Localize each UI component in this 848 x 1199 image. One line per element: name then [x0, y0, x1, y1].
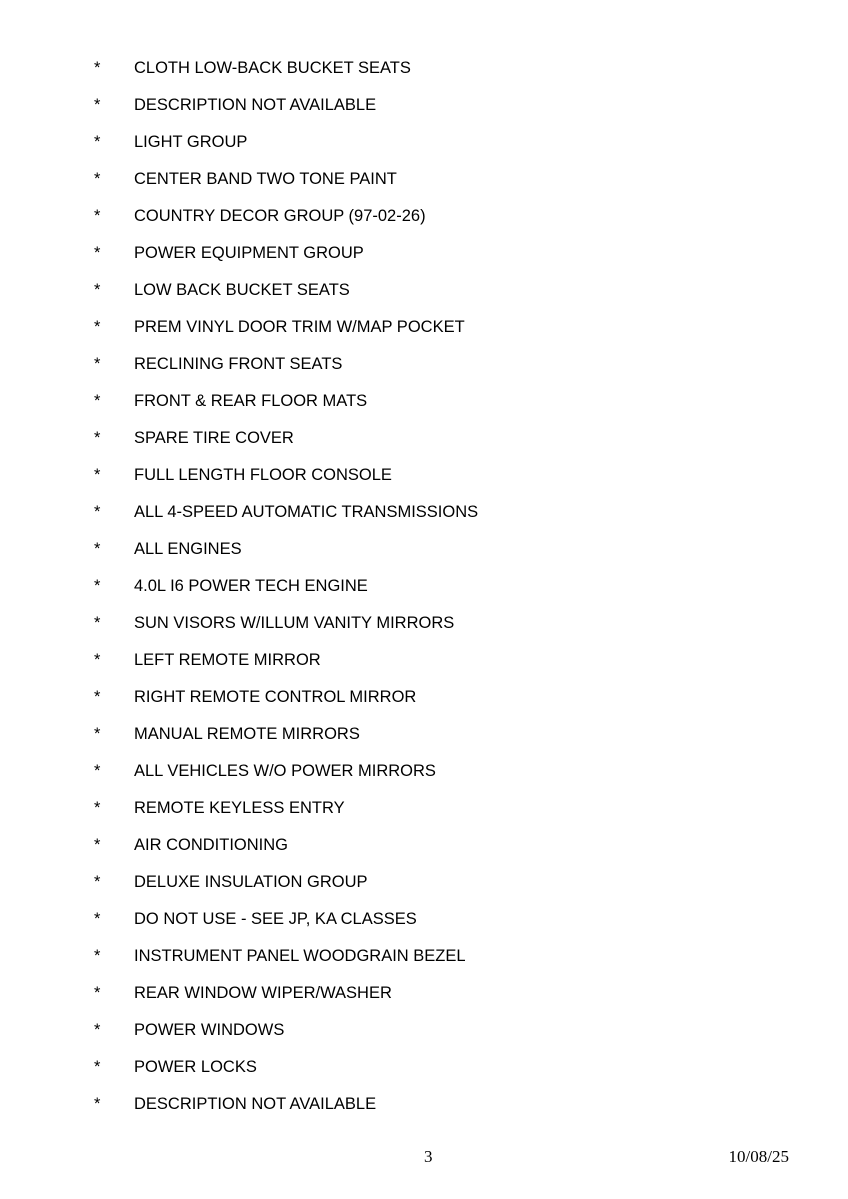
list-item-text: POWER WINDOWS: [134, 1021, 285, 1039]
bullet-marker: *: [94, 540, 101, 558]
list-item: [0, 981, 848, 1018]
list-item: [0, 352, 848, 389]
list-item: [0, 1092, 848, 1129]
list-item: [0, 463, 848, 500]
bullet-marker: *: [94, 133, 101, 151]
list-item: [0, 537, 848, 574]
bullet-marker: *: [94, 59, 101, 77]
bullet-marker: *: [94, 318, 101, 336]
list-item: [0, 500, 848, 537]
list-item: [0, 796, 848, 833]
list-item-text: SPARE TIRE COVER: [134, 429, 294, 447]
list-item: [0, 241, 848, 278]
list-item: [0, 1055, 848, 1092]
list-item-text: LOW BACK BUCKET SEATS: [134, 281, 350, 299]
list-item: [0, 56, 848, 93]
bullet-marker: *: [94, 688, 101, 706]
bullet-marker: *: [94, 614, 101, 632]
bullet-marker: *: [94, 725, 101, 743]
bullet-marker: *: [94, 281, 101, 299]
list-item-text: ALL VEHICLES W/O POWER MIRRORS: [134, 762, 436, 780]
bullet-marker: *: [94, 577, 101, 595]
list-item-text: DESCRIPTION NOT AVAILABLE: [134, 96, 377, 114]
bullet-marker: *: [94, 355, 101, 373]
list-item-text: RIGHT REMOTE CONTROL MIRROR: [134, 688, 417, 706]
list-item-text: POWER EQUIPMENT GROUP: [134, 244, 364, 262]
list-item-text: DELUXE INSULATION GROUP: [134, 873, 368, 891]
list-item-text: MANUAL REMOTE MIRRORS: [134, 725, 360, 743]
list-item: [0, 93, 848, 130]
bullet-marker: *: [94, 947, 101, 965]
list-item-text: REAR WINDOW WIPER/WASHER: [134, 984, 392, 1002]
list-item: [0, 685, 848, 722]
list-item-text: LIGHT GROUP: [134, 133, 248, 151]
bullet-marker: *: [94, 1058, 101, 1076]
page-number: 3: [424, 1147, 433, 1166]
list-item-text: ALL ENGINES: [134, 540, 242, 558]
bullet-marker: *: [94, 96, 101, 114]
bullet-marker: *: [94, 1021, 101, 1039]
list-item-text: INSTRUMENT PANEL WOODGRAIN BEZEL: [134, 947, 466, 965]
bullet-marker: *: [94, 392, 101, 410]
list-item-text: SUN VISORS W/ILLUM VANITY MIRRORS: [134, 614, 455, 632]
bullet-marker: *: [94, 244, 101, 262]
list-item-text: 4.0L I6 POWER TECH ENGINE: [134, 577, 368, 595]
list-item: [0, 759, 848, 796]
bullet-marker: *: [94, 984, 101, 1002]
list-item: [0, 167, 848, 204]
list-item: [0, 907, 848, 944]
list-item-text: DESCRIPTION NOT AVAILABLE: [134, 1095, 377, 1113]
bullet-marker: *: [94, 1095, 101, 1113]
list-item-text: REMOTE KEYLESS ENTRY: [134, 799, 345, 817]
list-item: [0, 574, 848, 611]
bullet-marker: *: [94, 836, 101, 854]
list-item-text: POWER LOCKS: [134, 1058, 257, 1076]
list-item-text: COUNTRY DECOR GROUP (97-02-26): [134, 207, 426, 225]
list-item-text: FRONT & REAR FLOOR MATS: [134, 392, 368, 410]
footer-date: 10/08/25: [728, 1147, 789, 1166]
list-item-text: LEFT REMOTE MIRROR: [134, 651, 321, 669]
list-item: [0, 130, 848, 167]
list-item: [0, 315, 848, 352]
list-item-text: DO NOT USE - SEE JP, KA CLASSES: [134, 910, 417, 928]
list-item: [0, 426, 848, 463]
list-item-text: RECLINING FRONT SEATS: [134, 355, 343, 373]
bullet-marker: *: [94, 762, 101, 780]
list-item: [0, 1018, 848, 1055]
list-item: [0, 833, 848, 870]
list-item-text: AIR CONDITIONING: [134, 836, 289, 854]
list-item: [0, 389, 848, 426]
list-item: [0, 722, 848, 759]
list-item-text: ALL 4-SPEED AUTOMATIC TRANSMISSIONS: [134, 503, 479, 521]
feature-list: [0, 56, 848, 1129]
bullet-marker: *: [94, 429, 101, 447]
bullet-marker: *: [94, 207, 101, 225]
bullet-marker: *: [94, 170, 101, 188]
bullet-marker: *: [94, 466, 101, 484]
list-item: [0, 944, 848, 981]
list-item-text: FULL LENGTH FLOOR CONSOLE: [134, 466, 392, 484]
list-item: [0, 611, 848, 648]
list-item-text: PREM VINYL DOOR TRIM W/MAP POCKET: [134, 318, 465, 336]
bullet-marker: *: [94, 799, 101, 817]
list-item-text: CLOTH LOW-BACK BUCKET SEATS: [134, 59, 411, 77]
bullet-marker: *: [94, 651, 101, 669]
list-item: [0, 648, 848, 685]
list-item: [0, 278, 848, 315]
list-item: [0, 204, 848, 241]
bullet-marker: *: [94, 910, 101, 928]
list-item: [0, 870, 848, 907]
bullet-marker: *: [94, 873, 101, 891]
bullet-marker: *: [94, 503, 101, 521]
list-item-text: CENTER BAND TWO TONE PAINT: [134, 170, 397, 188]
